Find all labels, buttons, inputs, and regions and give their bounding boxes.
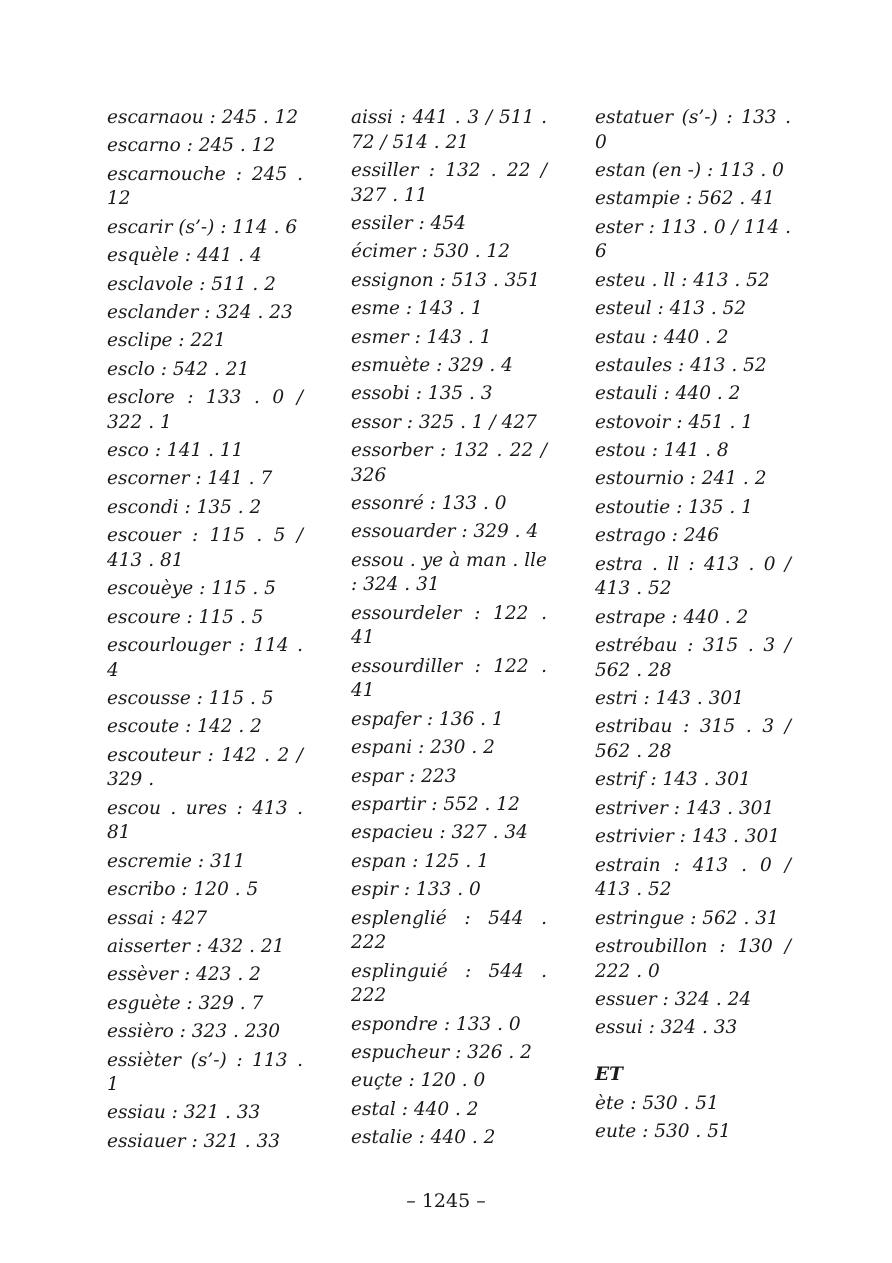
- index-entry: essorber : 132 . 22 / 326: [351, 440, 547, 486]
- index-entry: escou . ures : 413 . 81: [107, 797, 303, 844]
- index-entry: esplenglié : 544 . 222: [351, 907, 547, 954]
- index-entry: esmuète : 329 . 4: [351, 354, 513, 376]
- index-entry: aisserter : 432 . 21: [107, 935, 285, 957]
- index-entry: estaules : 413 . 52: [595, 354, 767, 376]
- index-entry: esmer : 143 . 1: [351, 326, 492, 348]
- index-entry: estau : 440 . 2: [595, 326, 729, 348]
- index-entry: ester : 113 . 0 / 114 . 6: [595, 216, 791, 263]
- index-entry: essonré : 133 . 0: [351, 493, 507, 515]
- index-entry: esme : 143 . 1: [351, 298, 483, 320]
- index-entry: escouteur : 142 . 2 / 329 .: [107, 744, 303, 791]
- index-entry: essièro : 323 . 230: [107, 1021, 281, 1043]
- index-entry: escondi : 135 . 2: [107, 496, 262, 518]
- index-entry: escarnaou : 245 . 12: [107, 107, 299, 128]
- index-entry: aissi : 441 . 3 / 511 . 72 / 514 . 21: [351, 107, 547, 153]
- index-entry: essiler : 454: [351, 212, 466, 234]
- index-entry: esclander : 324 . 23: [107, 301, 293, 323]
- index-entry: estringue : 562 . 31: [595, 907, 779, 929]
- index-entry: espafer : 136 . 1: [351, 708, 504, 730]
- index-entry: escribo : 120 . 5: [107, 879, 259, 901]
- index-entry: essor : 325 . 1 / 427: [351, 411, 537, 433]
- index-entry: espar : 223: [351, 765, 457, 787]
- index-entry: espan : 125 . 1: [351, 850, 489, 872]
- index-entry: euçte : 120 . 0: [351, 1070, 486, 1092]
- index-entry: esclore : 133 . 0 / 322 . 1: [107, 387, 303, 433]
- index-entry: escorner : 141 . 7: [107, 468, 273, 490]
- section-heading: ET: [595, 1063, 623, 1085]
- page-number: – 1245 –: [406, 1190, 486, 1212]
- index-entry: espani : 230 . 2: [351, 737, 495, 759]
- index-entry: escourlouger : 114 . 4: [107, 635, 303, 681]
- index-entry: escousse : 115 . 5: [107, 688, 274, 710]
- index-entry: essignon : 513 . 351: [351, 269, 540, 291]
- index-entry: estatuer (s’-) : 133 . 0: [595, 107, 791, 153]
- index-entry: escremie : 311: [107, 850, 246, 872]
- index-entry: estrape : 440 . 2: [595, 606, 749, 628]
- index-entry: escarnouche : 245 . 12: [107, 163, 303, 210]
- index-entry: escarir (s’-) : 114 . 6: [107, 216, 298, 238]
- index-entry: essiauer : 321 . 33: [107, 1130, 281, 1152]
- index-entry: estou : 141 . 8: [595, 440, 729, 462]
- index-entry: estri : 143 . 301: [595, 688, 744, 710]
- index-entry: escarno : 245 . 12: [107, 135, 276, 157]
- index-entry: escoure : 115 . 5: [107, 606, 264, 628]
- index-entry: essuer : 324 . 24: [595, 988, 752, 1010]
- index-entry: estroubillon : 130 / 222 . 0: [595, 935, 791, 982]
- index-entry: espucheur : 326 . 2: [351, 1041, 532, 1063]
- index-entry: estrivier : 143 . 301: [595, 826, 781, 848]
- index-entry: estoutie : 135 . 1: [595, 496, 753, 518]
- index-entry: escouèye : 115 . 5: [107, 578, 276, 600]
- index-entry: esclipe : 221: [107, 330, 226, 352]
- index-entry: estrif : 143 . 301: [595, 769, 751, 791]
- index-entry: estampie : 562 . 41: [595, 188, 775, 210]
- index-entry: estrain : 413 . 0 / 413 . 52: [595, 854, 791, 901]
- index-entry: essiau : 321 . 33: [107, 1102, 261, 1124]
- section-entries: [595, 1092, 791, 1145]
- index-entry: espartir : 552 . 12: [351, 793, 520, 815]
- index-entry: essourdeler : 122 . 41: [351, 602, 547, 649]
- index-entry: esquèle : 441 . 4: [107, 245, 262, 267]
- index-column-3-entries: [595, 106, 791, 1041]
- index-entry: estra . ll : 413 . 0 / 413 . 52: [595, 553, 791, 600]
- index-entry: essièter (s’-) : 113 . 1: [107, 1049, 303, 1096]
- index-entry: escoute : 142 . 2: [107, 716, 262, 738]
- index-entry: estribau : 315 . 3 / 562 . 28: [595, 716, 791, 762]
- index-entry: esclavole : 511 . 2: [107, 273, 276, 295]
- index-column-2: [351, 106, 547, 1154]
- index-entry: espacieu : 327 . 34: [351, 822, 528, 844]
- index-entry: esclo : 542 . 21: [107, 358, 250, 380]
- index-entry: essou . ye à man . lle : 324 . 31: [351, 549, 547, 596]
- index-entry: esguète : 329 . 7: [107, 992, 264, 1014]
- index-entry: esteu . ll : 413 . 52: [595, 269, 770, 291]
- index-entry: esco : 141 . 11: [107, 440, 244, 462]
- index-entry: essourdiller : 122 . 41: [351, 655, 547, 702]
- index-entry: estriver : 143 . 301: [595, 797, 775, 819]
- index-entry: essiller : 132 . 22 / 327 . 11: [351, 159, 547, 206]
- index-entry: essobi : 135 . 3: [351, 383, 493, 405]
- index-entry: eute : 530 . 51: [595, 1120, 731, 1142]
- index-entry: esplinguié : 544 . 222: [351, 960, 547, 1007]
- index-entry: estan (en -) : 113 . 0: [595, 159, 784, 181]
- index-entry: estovoir : 451 . 1: [595, 411, 754, 433]
- index-entry: écimer : 530 . 12: [351, 241, 511, 263]
- index-entry: essouarder : 329 . 4: [351, 521, 539, 543]
- index-column-3: [595, 106, 791, 1148]
- index-entry: estalie : 440 . 2: [351, 1127, 496, 1149]
- index-entry: ète : 530 . 51: [595, 1092, 719, 1114]
- index-entry: esteul : 413 . 52: [595, 298, 747, 320]
- index-entry: essai : 427: [107, 907, 208, 929]
- index-entry: espondre : 133 . 0: [351, 1013, 521, 1035]
- index-entry: espir : 133 . 0: [351, 879, 481, 901]
- index-entry: estrébau : 315 . 3 / 562 . 28: [595, 635, 791, 681]
- index-entry: estournio : 241 . 2: [595, 468, 767, 490]
- index-entry: essèver : 423 . 2: [107, 964, 261, 986]
- index-entry: escouer : 115 . 5 / 413 . 81: [107, 525, 303, 571]
- index-entry: essui : 324 . 33: [595, 1017, 738, 1039]
- index-column-1: [107, 106, 303, 1158]
- index-entry: estal : 440 . 2: [351, 1098, 479, 1120]
- index-entry: estauli : 440 . 2: [595, 383, 741, 405]
- index-entry: estrago : 246: [595, 525, 720, 547]
